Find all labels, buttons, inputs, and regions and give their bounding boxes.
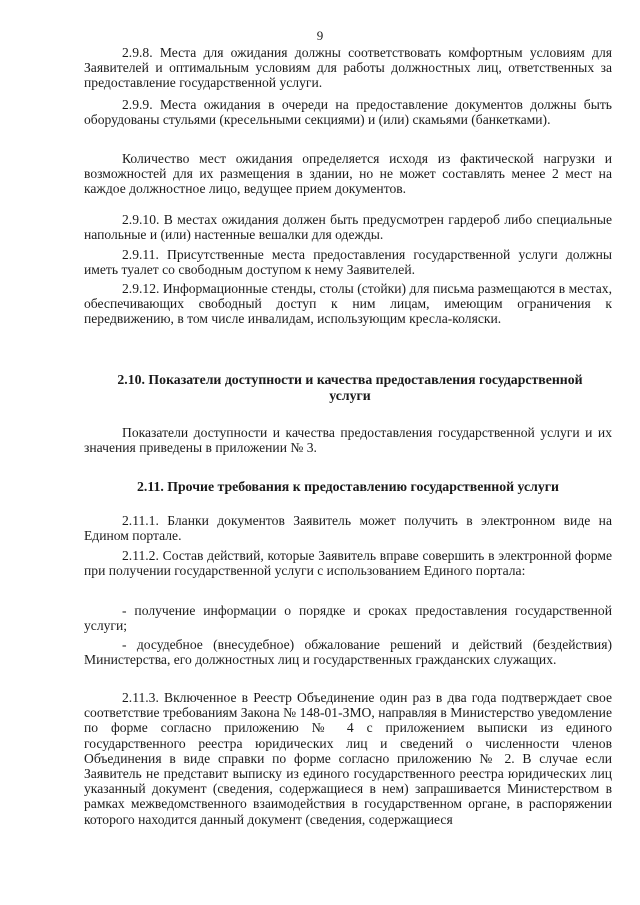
paragraph-waiting-places-count: Количество мест ожидания определяется исходя из фактической нагрузки и возможностей для их размещения в здании, но не может составлять менее 2 мест на каждое должностное лицо, ведущее прием документов. [84,151,612,197]
paragraph-2-9-10: 2.9.10. В местах ожидания должен быть предусмотрен гардероб либо специальные напольные и (или) настенные вешалки для одежды. [84,212,612,243]
paragraph-2-11-2: 2.11.2. Состав действий, которые Заявитель вправе совершить в электронной форме при получении государственной услуги с использованием Единого портала: [84,548,612,579]
list-item-appeal: - досудебное (внесудебное) обжалование решений и действий (бездействия) Министерства, его должностных лиц и государственных гражданских служащих. [84,637,612,668]
paragraph-2-11-1: 2.11.1. Бланки документов Заявитель может получить в электронном виде на Едином портале. [84,513,612,544]
paragraph-2-10-text: Показатели доступности и качества предоставления государственной услуги и их значения приведены в приложении № 3. [84,425,612,456]
paragraph-2-9-8: 2.9.8. Места для ожидания должны соответствовать комфортным условиям для Заявителей и оптимальным условиям для работы должностных лиц, ответственных за предоставление государственной услуги. [84,45,612,91]
section-heading-2-10: 2.10. Показатели доступности и качества предоставления государственной услуги [117,372,583,403]
list-item-information: - получение информации о порядке и сроках предоставления государственной услуги; [84,603,612,634]
paragraph-2-9-9: 2.9.9. Места ожидания в очереди на предоставление документов должны быть оборудованы стульями (кресельными секциями) и (или) скамьями (банкетками). [84,97,612,128]
page-number: 9 [316,28,324,43]
paragraph-2-9-12: 2.9.12. Информационные стенды, столы (стойки) для письма размещаются в местах, обеспечивающих свободный доступ к ним лицам, имеющим ограничения к передвижению, в том числе инвалидам, использующим кресла-коляски. [84,281,612,327]
paragraph-2-9-11: 2.9.11. Присутственные места предоставления государственной услуги должны иметь туалет со свободным доступом к нему Заявителей. [84,247,612,278]
section-heading-2-11: 2.11. Прочие требования к предоставлению государственной услуги [136,479,559,494]
paragraph-2-11-3: 2.11.3. Включенное в Реестр Объединение один раз в два года подтверждает свое соответствие требованиям Закона № 148-01-ЗМО, направляя в Министерство уведомление по форме согласно приложению № 4 с приложением выписки из единого государственного реестра юридических лиц и сведений о численности членов Объединения в виде справки по форме согласно приложению № 2. В случае если Заявитель не представит выписку из единого государственного реестра юридических лиц указанный документ (сведения, содержащиеся в нем) запрашивается Министерством в рамках межведомственного взаимодействия в государственном органе, в распоряжении которого находится данный документ (сведения, содержащиеся [84,690,612,827]
